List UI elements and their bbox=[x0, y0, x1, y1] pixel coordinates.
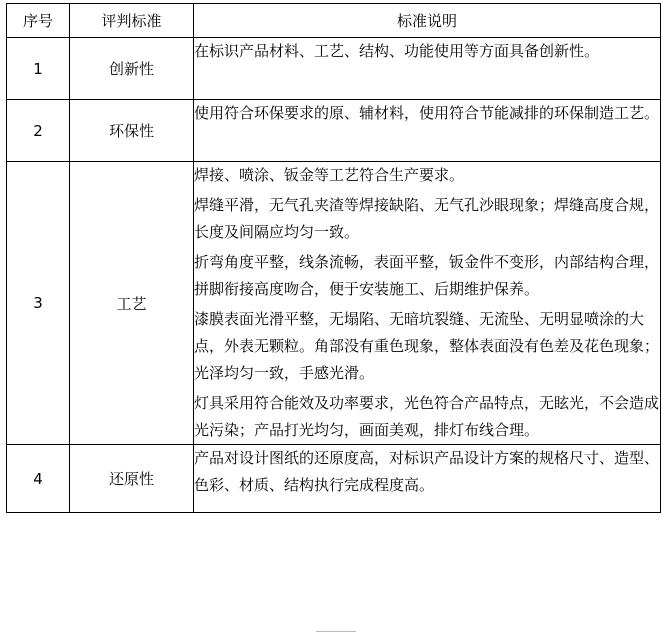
criterion-name: 创新性 bbox=[70, 38, 194, 100]
table-row bbox=[7, 100, 661, 162]
description-paragraph: 漆膜表面光滑平整，无塌陷、无暗坑裂缝、无流坠、无明显喷涂的大点，外表无颗粒。角部没有重色现象，整体表面没有色差及花色现象；光泽均匀一致，手感光滑。 bbox=[194, 310, 660, 382]
row-number: 4 bbox=[7, 445, 70, 513]
description-paragraph: 在标识产品材料、工艺、结构、功能使用等方面具备创新性。 bbox=[194, 42, 600, 60]
table-row bbox=[7, 38, 661, 100]
criteria-table bbox=[6, 3, 661, 513]
description-paragraph: 焊接、喷涂、钣金等工艺符合生产要求。 bbox=[194, 166, 465, 184]
description-paragraph: 折弯角度平整，线条流畅，表面平整，钣金件不变形，内部结构合理，拼脚衔接高度吻合，便于安装施工、后期维护保养。 bbox=[194, 253, 660, 298]
row-number: 3 bbox=[7, 162, 70, 445]
criterion-name: 还原性 bbox=[70, 445, 194, 513]
table-row bbox=[7, 162, 661, 445]
row-number: 1 bbox=[7, 38, 70, 100]
criterion-name: 工艺 bbox=[70, 162, 194, 445]
table-row bbox=[7, 445, 661, 513]
page-edge-divider bbox=[316, 631, 356, 632]
criterion-description bbox=[194, 38, 661, 100]
row-number: 2 bbox=[7, 100, 70, 162]
header-serial-number: 序号 bbox=[7, 4, 70, 38]
description-paragraph: 灯具采用符合能效及功率要求，光色符合产品特点，无眩光，不会造成光污染；产品打光均匀，画面美观，排灯布线合理。 bbox=[194, 394, 660, 439]
criterion-name: 环保性 bbox=[70, 100, 194, 162]
table-header-row bbox=[7, 4, 661, 38]
header-description: 标准说明 bbox=[194, 4, 661, 38]
description-paragraph: 焊缝平滑，无气孔夹渣等焊接缺陷、无气孔沙眼现象；焊缝高度合规，长度及间隔应均匀一致。 bbox=[194, 196, 660, 241]
criterion-description bbox=[194, 100, 661, 162]
header-criterion: 评判标准 bbox=[70, 4, 194, 38]
description-paragraph: 产品对设计图纸的还原度高，对标识产品设计方案的规格尺寸、造型、色彩、材质、结构执行完成程度高。 bbox=[194, 449, 660, 494]
description-paragraph: 使用符合环保要求的原、辅材料，使用符合节能减排的环保制造工艺。 bbox=[194, 104, 660, 122]
criterion-description bbox=[194, 445, 661, 513]
criterion-description bbox=[194, 162, 661, 445]
